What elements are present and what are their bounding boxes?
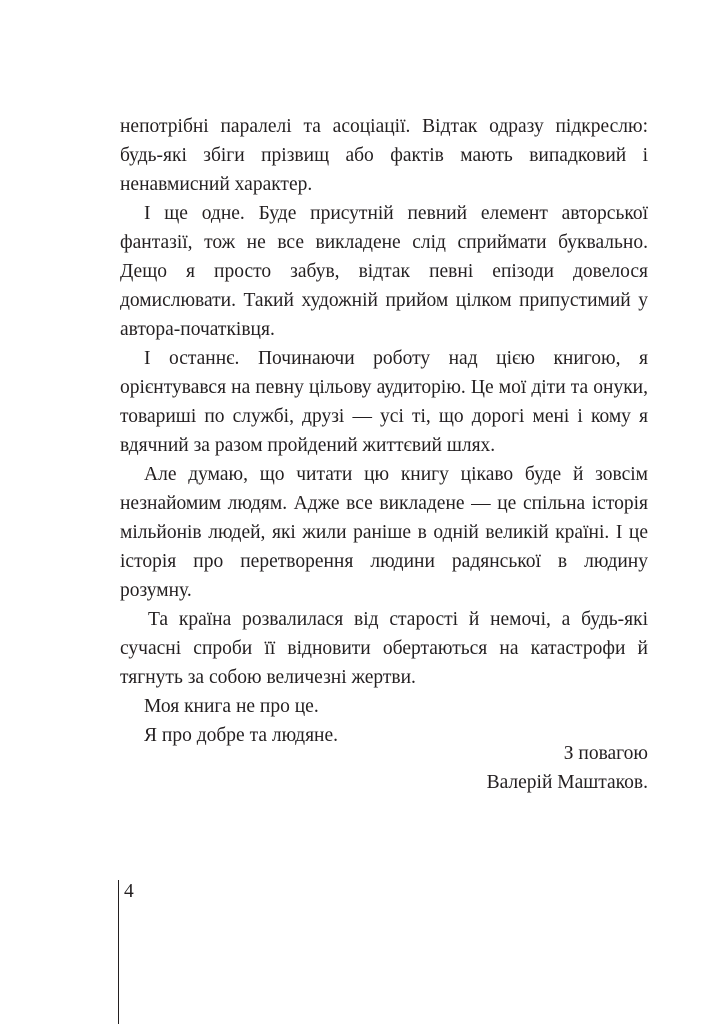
paragraph: Я про добре та людяне. [144, 725, 339, 746]
paragraph: непотрібні паралелі та асоціації. Відтак одразу підкреслю: будь-які збіги прізвищ або фактів мають випадковий і ненавмисний характер. [120, 116, 648, 195]
text-block-top [120, 112, 648, 344]
signature-author: Валерій Маштаков. [486, 772, 648, 793]
signature-closing: З повагою [563, 743, 648, 764]
text-block-bottom [120, 344, 648, 750]
margin-rule [118, 880, 119, 1024]
paragraph: І ще одне. Буде присутній певний елемент авторської фантазії, тож не все викладене слід сприймати буквально. Дещо я просто забув, відтак певні епізоди довелося домислювати. Такий художній прийом цілком припустимий у автора-початківця. [120, 203, 648, 340]
paragraph: Але думаю, що читати цю книгу цікаво буде й зовсім незнайомим людям. Адже все викладене — це спільна історія мільйонів людей, які жили раніше в одній великій країні. І це історія про перетворення людини радянської в людину розумну. [120, 464, 648, 601]
page-number: 4 [124, 881, 134, 902]
signature [487, 739, 648, 797]
paragraph: Моя книга не про це. [144, 696, 319, 717]
paragraph: Та країна розвалилася від старості й немочі, а будь-які сучасні спроби її відновити обертаються на катастрофи й тягнуть за собою величезні жертви. [120, 609, 648, 688]
paragraph: І останнє. Починаючи роботу над цією книгою, я орієнтувався на певну цільову аудиторію. Це мої діти та онуки, товариші по службі, друзі — усі ті, що дорогі мені і кому я вдячний за разом пройдений життєвий шлях. [120, 348, 648, 456]
